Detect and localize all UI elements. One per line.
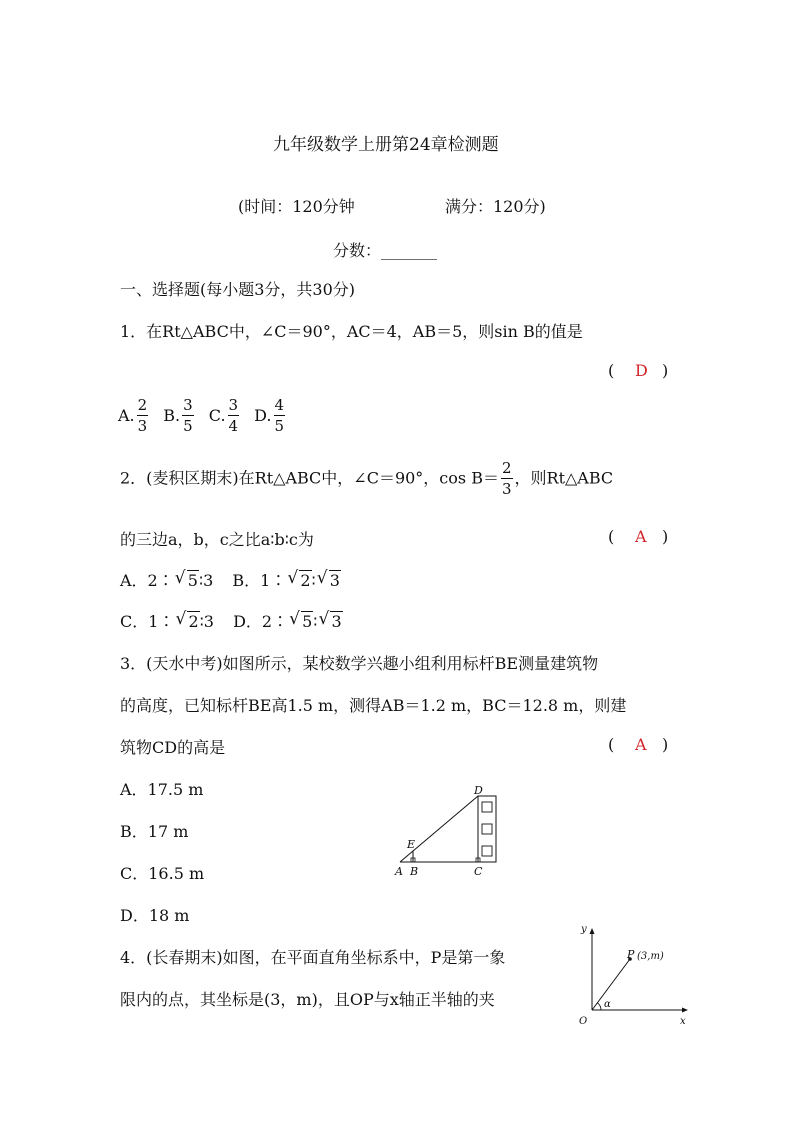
question-2-options-row2	[120, 609, 343, 632]
question-1-stem: 1．在Rt△ABC中，∠C＝90°，AC＝4，AB＝5，则sin B的值是	[120, 322, 583, 341]
question-1-options	[118, 398, 287, 434]
building-cd	[478, 796, 496, 862]
question-2-stem-line2: 的三边a，b，c之比a∶b∶c为	[120, 530, 314, 549]
label-b: B	[410, 865, 419, 878]
option-a: A．2∶ √ 5∶3	[120, 568, 214, 590]
question-3-option-a: A．17.5 m	[120, 780, 204, 799]
question-4-figure	[570, 922, 694, 1030]
option-b: B. $\frac{3}{5}$	[163, 396, 193, 435]
label-d: D	[474, 784, 483, 797]
label-a: A	[395, 865, 403, 878]
option-b: B．1∶ √ 2∶ √ 3	[232, 568, 340, 590]
segment-op	[592, 959, 630, 1010]
question-3-stem-line1: 3．(天水中考)如图所示，某校数学兴趣小组利用标杆BE测量建筑物	[120, 654, 599, 673]
exam-full-score: 满分：120分)	[445, 197, 546, 216]
section-heading: 一、选择题(每小题3分，共30分)	[120, 280, 356, 299]
label-p: P	[627, 948, 635, 961]
question-3-option-b: B．17 m	[120, 822, 189, 841]
label-alpha: α	[604, 999, 611, 1010]
question-3-stem-line3: 筑物CD的高是	[120, 738, 226, 757]
question-4-stem-line1: 4．(长春期末)如图，在平面直角坐标系中，P是第一象	[120, 948, 506, 967]
question-4-stem-line2: 限内的点，其坐标是(3，m)，且OP与x轴正半轴的夹	[120, 990, 495, 1009]
question-3-option-d: D．18 m	[120, 906, 190, 925]
option-c: C．1∶ √ 2∶3	[120, 609, 214, 631]
question-1-answer: D	[635, 361, 648, 380]
question-3-stem-line2: 的高度，已知标杆BE高1.5 m，测得AB＝1.2 m，BC＝12.8 m，则建	[120, 696, 627, 715]
label-c: C	[474, 865, 483, 878]
question-3-figure	[390, 782, 510, 882]
sight-line	[400, 796, 478, 862]
label-y: y	[581, 924, 587, 935]
question-2-stem: 2．(麦积区期末)在Rt△ABC中，∠C＝90°，cos B＝ $\frac{2}{3}$ ，则Rt△ABC	[120, 459, 614, 498]
question-3-answer: A	[635, 735, 647, 754]
question-2-answer: A	[635, 527, 647, 546]
building-window	[482, 802, 492, 812]
exam-time: (时间：120分钟	[238, 197, 355, 216]
building-window	[482, 846, 492, 856]
option-d: D．2∶ √ 5∶ √ 3	[233, 609, 342, 631]
page-title: 九年级数学上册第24章检测题	[273, 135, 499, 155]
label-p-coord: (3,m)	[637, 951, 664, 962]
label-origin: O	[579, 1016, 588, 1027]
label-e: E	[407, 838, 416, 851]
angle-arc	[597, 1003, 601, 1010]
option-c: C. $\frac{3}{4}$	[208, 396, 239, 435]
y-axis-arrow-icon	[590, 928, 595, 934]
building-window	[482, 824, 492, 834]
option-a: A. $\frac{2}{3}$	[118, 396, 148, 435]
option-d: D. $\frac{4}{5}$	[254, 396, 285, 435]
score-field: 分数：_______	[333, 241, 438, 260]
question-3-option-c: C．16.5 m	[120, 864, 205, 883]
label-x: x	[680, 1016, 686, 1027]
question-2-options-row1	[120, 568, 341, 591]
x-axis-arrow-icon	[682, 1008, 688, 1013]
